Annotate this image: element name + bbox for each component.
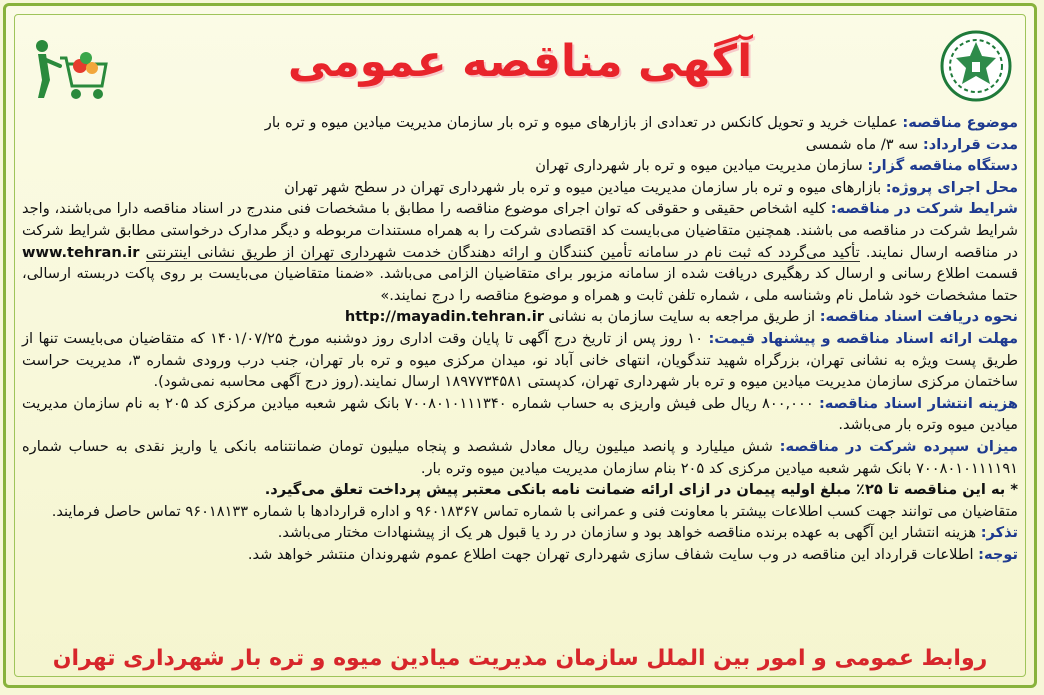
authority-value: سازمان مدیریت میادین میوه و تره بار شهرداری تهران — [535, 157, 863, 175]
note-value: اطلاعات قرارداد این مناقصه در وب سایت شفاف سازی شهرداری تهران جهت اطلاع عموم شهروندان منتشر خواهد شد. — [247, 545, 974, 563]
deposit-value: شش میلیارد و پانصد میلیون ریال معادل ششصد و پنجاه میلیون تومان ضمانتنامه بانکی یا واریز نقدی به حساب شماره ۷۰۰۸۰۱۰۱۱۱۱۹۱ بانک شهر شعبه میادین مرکزی کد ۲۰۵ بنام سازمان مدیریت میادین میوه وتره بار. — [22, 437, 1018, 477]
prepayment-note: * به این مناقصه تا ۲۵٪ مبلغ اولیه پیمان در ازای ارائه ضمانت نامه بانکی معتبر پیش پرداخت تعلق می‌گیرد. — [264, 481, 1018, 499]
receive-label: نحوه دریافت اسناد مناقصه: — [819, 308, 1018, 326]
notice-frame — [3, 3, 1037, 688]
mayadin-website-link[interactable]: http://mayadin.tehran.ir — [344, 308, 544, 326]
authority-row — [22, 155, 1018, 177]
location-row — [22, 177, 1018, 199]
tehran-website-link[interactable]: www.tehran.ir — [22, 243, 140, 261]
cost-value: ۸۰۰,۰۰۰ ریال طی فیش واریزی به حساب شماره ۷۰۰۸۰۱۰۱۱۱۳۴۰ بانک شهر شعبه میادین مرکزی کد ۲۰۵ به نام سازمان مدیریت میادین میوه وتره بار می‌باشد. — [22, 394, 1018, 434]
deposit-label: میزان سپرده شرکت در مناقصه: — [779, 437, 1018, 455]
subject-label: موضوع مناقصه: — [902, 114, 1018, 131]
duration-row — [22, 134, 1018, 156]
subject-row — [22, 112, 1018, 134]
receive-row — [22, 306, 1018, 328]
deadline-label: مهلت ارائه اسناد مناقصه و پیشنهاد قیمت: — [708, 329, 1019, 347]
cost-row — [22, 393, 1018, 436]
receive-value: از طریق مراجعه به سایت سازمان به نشانی — [548, 308, 816, 326]
location-label: محل اجرای پروژه: — [885, 178, 1018, 196]
note-row — [22, 544, 1018, 566]
cost-label: هزینه انتشار اسناد مناقصه: — [818, 394, 1019, 412]
reminder-row — [22, 522, 1018, 544]
subject-value: عملیات خرید و تحویل کانکس در تعدادی از بازارهای میوه و تره بار سازمان مدیریت میادین میوه و تره بار — [264, 114, 898, 131]
conditions-text-2: تأکید می‌گردد که ثبت نام در سامانه تأمین کنندگان و ارائه دهندگان خدمت شهرداری تهران از طریق نشانی اینترنتی — [145, 243, 860, 261]
location-value: بازارهای میوه و تره بار سازمان مدیریت میادین میوه و تره بار شهرداری تهران در سطح شهر تهران — [284, 178, 882, 196]
deadline-value: ۱۰ روز پس از تاریخ درج آگهی تا پایان وقت اداری روز دوشنبه مورخ ۱۴۰۱/۰۷/۲۵ که متقاضیان می‌بایست تنها از طریق پست ویژه به نشانی تهران، بزرگراه شهید تندگویان، انتهای خانی آباد نو، میدان مرکزی میوه و تره بار تهران، جنب درب ورودی شماره ۳، مدیریت حراست ساختمان مرکزی سازمان مدیریت میادین میوه و تره بار شهرداری تهران، کدپستی ۱۸۹۷۷۳۴۵۸۱ ارسال نمایند.(روز درج آگهی محاسبه نمی‌شود). — [22, 329, 1018, 391]
contact-info: متقاضیان می توانند جهت کسب اطلاعات بیشتر با معاونت فنی و عمرانی با شماره تماس ۹۶۰۱۸۳۶۷ و اداره قراردادها با شماره ۹۶۰۱۸۱۳۳ تماس حاصل فرمایند. — [51, 502, 1018, 520]
deadline-row — [22, 328, 1018, 393]
conditions-text-1: کلیه اشخاص حقیقی و حقوقی که توان اجرای موضوع مناقصه را مطابق با مشخصات فنی مندرج در اسناد مناقصه دارا می‌باشند، واجد شرایط شرکت در مناقصه می باشند. همچنین متقاضیان می‌بایست کد اقتصادی شرکت را به همراه مستندات مربوطه و دیگر مدارک درخواستی مطابق شرایط شرکت در مناقصه ارسال نمایند. — [22, 200, 1019, 261]
footer-signature: روابط عمومی و امور بین الملل سازمان مدیریت میادین میوه و تره بار شهرداری تهران — [52, 646, 988, 671]
note-label: توجه: — [978, 545, 1018, 563]
conditions-row — [22, 198, 1018, 306]
conditions-label: شرایط شرکت در مناقصه: — [830, 200, 1018, 218]
reminder-label: تذکر: — [980, 524, 1018, 542]
deposit-row — [22, 436, 1018, 479]
conditions-text-3: قسمت اطلاع رسانی و ارسال کد رهگیری دریافت شده از سامانه مزبور برای متقاضیان الزامی می‌باشد. «ضمنا متقاضیان می‌بایست بر روی پاکت دربسته ارسالی، حتما مشخصات خود شامل نام وشناسه ملی ، شماره تلفن ثابت و همراه و موضوع مناقصه را درج نمایند.» — [22, 265, 1018, 304]
authority-label: دستگاه مناقصه گزار: — [867, 157, 1018, 175]
page-title: آگهی مناقصه عمومی — [287, 36, 753, 87]
reminder-value: هزینه انتشار این آگهی به عهده برنده مناقصه خواهد بود و سازمان در رد یا قبول هر یک از پیشنهادات مختار می‌باشد. — [277, 524, 977, 542]
duration-label: مدت قرارداد: — [922, 135, 1018, 153]
notice-body — [22, 112, 1018, 565]
duration-value: سه ۳/ ماه شمسی — [805, 135, 919, 153]
